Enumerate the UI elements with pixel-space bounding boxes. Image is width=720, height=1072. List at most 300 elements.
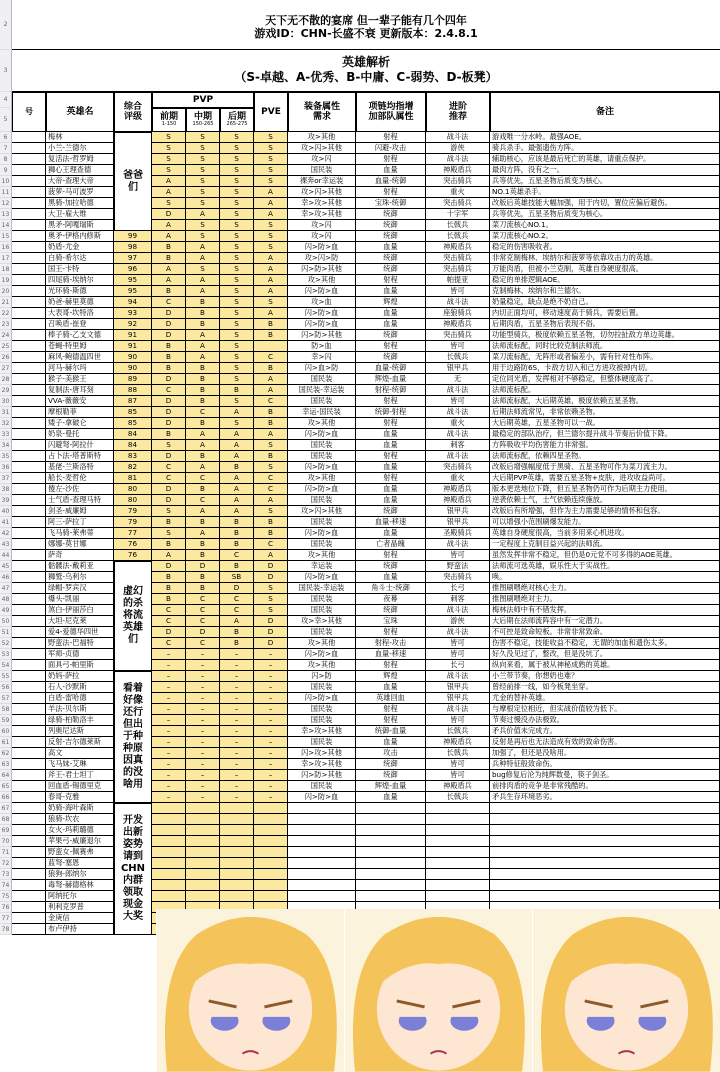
cell-adv: 长戟兵 xyxy=(426,748,490,759)
cell-note: 菜刀流核心NO.1。 xyxy=(490,220,720,231)
cell-v: D xyxy=(254,561,288,572)
cell-index xyxy=(12,693,46,704)
cell-m: A xyxy=(186,253,220,264)
cell-e: A xyxy=(152,550,186,561)
cell-adv xyxy=(426,891,490,902)
cell-note: 大后期英雄，五星圣物可以一战。 xyxy=(490,418,720,429)
cell-m xyxy=(186,814,220,825)
cell-m: – xyxy=(186,682,220,693)
cell-v: B xyxy=(254,319,288,330)
row-number: 37 xyxy=(0,473,12,484)
cell-score: 90 xyxy=(114,363,152,374)
cell-adv: 神殿盾兵 xyxy=(426,484,490,495)
cell-m: A xyxy=(186,209,220,220)
cell-note: 伤害不稳定，技能收益不稳定，无谓的加血和遗伤太多。 xyxy=(490,638,720,649)
header-attr: 装备属性需求 xyxy=(288,92,356,132)
row-number: 7 xyxy=(0,143,12,154)
cell-v: A xyxy=(254,550,288,561)
cell-adv: 战斗法 xyxy=(426,385,490,396)
cell-note: 改版后增强幅度低于黑骑、五星圣物可作为菜刀流主力。 xyxy=(490,462,720,473)
cell-v: D xyxy=(254,616,288,627)
cell-index xyxy=(12,451,46,462)
row-number: 30 xyxy=(0,396,12,407)
cell-e: S xyxy=(152,154,186,165)
meme-image xyxy=(532,909,720,1072)
cell-adv: 银甲兵 xyxy=(426,363,490,374)
cell-index xyxy=(12,297,46,308)
cell-adv: 重火 xyxy=(426,187,490,198)
cell-m xyxy=(186,836,220,847)
cell-link: 射程 xyxy=(356,451,426,462)
cell-index xyxy=(12,616,46,627)
row-number: 75 xyxy=(0,891,12,902)
cell-name: 斧王-君士坦丁 xyxy=(46,770,114,781)
cell-attr: 幸>攻>其他 xyxy=(288,759,356,770)
cell-l: B xyxy=(220,462,254,473)
cell-score: 81 xyxy=(114,473,152,484)
cell-adv xyxy=(426,825,490,836)
cell-m: – xyxy=(186,715,220,726)
cell-link: 统御 xyxy=(356,220,426,231)
cell-name: 春哥-克雅 xyxy=(46,792,114,803)
row-number: 39 xyxy=(0,495,12,506)
cell-l: A xyxy=(220,495,254,506)
cell-name: 煞白-伊丽莎白 xyxy=(46,605,114,616)
row-number: 25 xyxy=(0,341,12,352)
row-number: 66 xyxy=(0,792,12,803)
cell-e: – xyxy=(152,693,186,704)
cell-index xyxy=(12,143,46,154)
cell-l: A xyxy=(220,473,254,484)
cell-score: 91 xyxy=(114,341,152,352)
cell-l: C xyxy=(220,550,254,561)
cell-note: 后期肉盾，五星圣物后表现不俗。 xyxy=(490,319,720,330)
cell-l: S xyxy=(220,330,254,341)
row-number: 38 xyxy=(0,484,12,495)
cell-v xyxy=(254,869,288,880)
cell-index xyxy=(12,891,46,902)
cell-m: B xyxy=(186,484,220,495)
row-number: 63 xyxy=(0,759,12,770)
cell-index xyxy=(12,286,46,297)
cell-name: 大表哥-坎特洛 xyxy=(46,308,114,319)
cell-l: – xyxy=(220,770,254,781)
header-late xyxy=(220,108,254,132)
cell-note: 小兰带节奏，你想奶也难？ xyxy=(490,671,720,682)
row-number: 15 xyxy=(0,231,12,242)
cell-v: D xyxy=(254,627,288,638)
cell-adv xyxy=(426,836,490,847)
cell-score: 91 xyxy=(114,330,152,341)
cell-l: S xyxy=(220,242,254,253)
row-number: 64 xyxy=(0,770,12,781)
row-number: 41 xyxy=(0,517,12,528)
cell-index xyxy=(12,462,46,473)
cell-adv: 神殿盾兵 xyxy=(426,737,490,748)
cell-e xyxy=(152,847,186,858)
cell-v: D xyxy=(254,572,288,583)
cell-link: 射程 xyxy=(356,704,426,715)
row-number: 44 xyxy=(0,550,12,561)
row-number: 5 xyxy=(0,108,12,132)
row-number: 22 xyxy=(0,308,12,319)
cell-name: 爱4-爱德华四世 xyxy=(46,627,114,638)
cell-e: C xyxy=(152,605,186,616)
cell-e: C xyxy=(152,385,186,396)
cell-m: C xyxy=(186,605,220,616)
cell-adv: 银甲兵 xyxy=(426,517,490,528)
group-label: 看着好像还行但出于种种原因真的没啥用 xyxy=(114,671,152,803)
cell-adv: 长戟兵 xyxy=(426,231,490,242)
cell-link: 统御 xyxy=(356,759,426,770)
cell-name: 绿骑-柏勒洛丰 xyxy=(46,715,114,726)
cell-adv: 帕提亚 xyxy=(426,275,490,286)
cell-m: A xyxy=(186,330,220,341)
cell-v xyxy=(254,825,288,836)
cell-index xyxy=(12,308,46,319)
cell-attr: 国民装 xyxy=(288,539,356,550)
cell-l: S xyxy=(220,165,254,176)
cell-note: 方阵吸收平均伤害能力非常强。 xyxy=(490,440,720,451)
cell-index xyxy=(12,176,46,187)
cell-attr: 防>血 xyxy=(288,341,356,352)
row-number: 50 xyxy=(0,616,12,627)
cell-adv: 突击骑兵 xyxy=(426,198,490,209)
cell-note: 改版后英雄技能大幅加强，用于内切，置位应偏后避伤。 xyxy=(490,198,720,209)
cell-note: 可以增强小范围刷爆发能力。 xyxy=(490,517,720,528)
cell-v: – xyxy=(254,704,288,715)
cell-score: 79 xyxy=(114,506,152,517)
row-number: 71 xyxy=(0,847,12,858)
cell-l: – xyxy=(220,748,254,759)
row-number: 61 xyxy=(0,737,12,748)
cell-note: 虽然发挥非常不稳定，但仍是0元党不可多得的AOE英雄。 xyxy=(490,550,720,561)
cell-link: 血量-统御 xyxy=(356,363,426,374)
cell-name: 狼骑-坎农 xyxy=(46,814,114,825)
cell-adv: 突击骑兵 xyxy=(426,572,490,583)
cell-e: – xyxy=(152,726,186,737)
cell-e: – xyxy=(152,671,186,682)
cell-score: 87 xyxy=(114,396,152,407)
cell-v: – xyxy=(254,649,288,660)
cell-v: – xyxy=(254,781,288,792)
cell-m: – xyxy=(186,792,220,803)
cell-adv: 长戟兵 xyxy=(426,792,490,803)
anime-face-icon xyxy=(533,909,720,1072)
cell-v xyxy=(254,891,288,902)
cell-e: S xyxy=(152,143,186,154)
cell-adv: 皆可 xyxy=(426,759,490,770)
cell-m: B xyxy=(186,539,220,550)
cell-adv: 神殿盾兵 xyxy=(426,242,490,253)
cell-name: 狮心王理查德 xyxy=(46,165,114,176)
cell-e: B xyxy=(152,429,186,440)
cell-l: S xyxy=(220,253,254,264)
cell-adv: 突击骑兵 xyxy=(426,330,490,341)
cell-adv: 刺客 xyxy=(426,594,490,605)
cell-name: 船长-麦哲伦 xyxy=(46,473,114,484)
cell-link: 英雄回血 xyxy=(356,693,426,704)
cell-attr: 国民装 xyxy=(288,396,356,407)
cell-link: 血量 xyxy=(356,792,426,803)
cell-attr: 国民装 xyxy=(288,682,356,693)
row-number: 35 xyxy=(0,451,12,462)
cell-m: – xyxy=(186,748,220,759)
row-number: 74 xyxy=(0,880,12,891)
cell-v: S xyxy=(254,154,288,165)
cell-note: 大后期PVP英雄，需要五星圣物+皮肤，进攻收益尚可。 xyxy=(490,473,720,484)
row-number: 23 xyxy=(0,319,12,330)
cell-link xyxy=(356,891,426,902)
cell-note: 推图刷喂绝对主力。 xyxy=(490,594,720,605)
cell-note: 法师流可选英雄，娱乐性大于实战性。 xyxy=(490,561,720,572)
cell-index xyxy=(12,583,46,594)
cell-index xyxy=(12,627,46,638)
cell-name: 傻左-沙佐 xyxy=(46,484,114,495)
cell-adv: 圣殿骑兵 xyxy=(426,528,490,539)
cell-attr: 幸>攻>其他 xyxy=(288,209,356,220)
cell-name: 毒弩-赫德格林 xyxy=(46,880,114,891)
cell-index xyxy=(12,495,46,506)
cell-l: B xyxy=(220,517,254,528)
cell-adv: 银甲兵 xyxy=(426,693,490,704)
cell-score: 95 xyxy=(114,275,152,286)
header-advance: 进阶推荐 xyxy=(426,92,490,132)
cell-e xyxy=(152,858,186,869)
cell-note: 矛兵生存环境恶劣。 xyxy=(490,792,720,803)
cell-index xyxy=(12,858,46,869)
cell-l: B xyxy=(220,528,254,539)
cell-index xyxy=(12,781,46,792)
cell-e xyxy=(152,825,186,836)
meme-image xyxy=(344,909,532,1072)
row-number: 43 xyxy=(0,539,12,550)
row-number: 60 xyxy=(0,726,12,737)
grade-legend: （S-卓越、A-优秀、B-中庸、C-弱势、D-板凳） xyxy=(234,70,498,84)
cell-v: S xyxy=(254,506,288,517)
cell-m: – xyxy=(186,649,220,660)
cell-e: – xyxy=(152,682,186,693)
cell-name: 基佬-兰斯洛特 xyxy=(46,462,114,473)
cell-name: 苹果弓-威廉退尔 xyxy=(46,836,114,847)
cell-adv: 战斗法 xyxy=(426,407,490,418)
cell-attr: 国民装 xyxy=(288,440,356,451)
cell-link: 攻击 xyxy=(356,748,426,759)
cell-v xyxy=(254,814,288,825)
cell-adv: 神殿盾兵 xyxy=(426,495,490,506)
cell-name: 梅林 xyxy=(46,132,114,143)
cell-link: 血量 xyxy=(356,572,426,583)
cell-v: B xyxy=(254,363,288,374)
cell-index xyxy=(12,440,46,451)
cell-score: 98 xyxy=(114,242,152,253)
cell-adv: 银甲兵 xyxy=(426,506,490,517)
cell-e: B xyxy=(152,539,186,550)
cell-index xyxy=(12,132,46,143)
cell-note: NO.1英雄杀手。 xyxy=(490,187,720,198)
cell-index xyxy=(12,517,46,528)
cell-adv: 长戟兵 xyxy=(426,220,490,231)
cell-link: 射程 xyxy=(356,660,426,671)
cell-v xyxy=(254,847,288,858)
cell-v: – xyxy=(254,748,288,759)
cell-l: – xyxy=(220,671,254,682)
section-title: 英雄解析 xyxy=(341,55,390,69)
cell-name: 猴子-美猴王 xyxy=(46,374,114,385)
cell-m: A xyxy=(186,506,220,517)
cell-name: 国王-卡特 xyxy=(46,264,114,275)
cell-name: 布卢伊持 xyxy=(46,924,114,935)
cell-adv: 座狼骑兵 xyxy=(426,308,490,319)
cell-adv: 战斗法 xyxy=(426,132,490,143)
cell-l xyxy=(220,869,254,880)
cell-e: D xyxy=(152,561,186,572)
cell-name: 白盾-雷哈德 xyxy=(46,693,114,704)
cell-index xyxy=(12,264,46,275)
cell-note: 加强了，但还是没啥用。 xyxy=(490,748,720,759)
cell-link: 射程-统御 xyxy=(356,385,426,396)
cell-e: S xyxy=(152,506,186,517)
cell-adv xyxy=(426,858,490,869)
row-number: 16 xyxy=(0,242,12,253)
cell-e: A xyxy=(152,187,186,198)
cell-name: 军师-贞德 xyxy=(46,649,114,660)
row-number: 13 xyxy=(0,209,12,220)
cell-adv xyxy=(426,803,490,814)
cell-score: 76 xyxy=(114,550,152,561)
cell-adv: 野蛮法 xyxy=(426,561,490,572)
cell-index xyxy=(12,682,46,693)
cell-e: – xyxy=(152,759,186,770)
cell-adv: 突击骑兵 xyxy=(426,264,490,275)
row-number: 4 xyxy=(0,92,12,108)
row-number: 49 xyxy=(0,605,12,616)
cell-v: B xyxy=(254,451,288,462)
cell-attr xyxy=(288,880,356,891)
cell-name: 狮鹫-乌利尔 xyxy=(46,572,114,583)
cell-note: 万能肉盾，但被小兰克制，英雄自身硬度很高。 xyxy=(490,264,720,275)
cell-v: – xyxy=(254,715,288,726)
cell-e: – xyxy=(152,792,186,803)
cell-index xyxy=(12,484,46,495)
cell-score: 80 xyxy=(114,484,152,495)
cell-e: D xyxy=(152,374,186,385)
cell-v: D xyxy=(254,638,288,649)
cell-adv xyxy=(426,869,490,880)
cell-attr: 幸运装 xyxy=(288,561,356,572)
cell-attr: 闪>防>血 xyxy=(288,308,356,319)
cell-l: S xyxy=(220,308,254,319)
cell-e: B xyxy=(152,363,186,374)
cell-v: B xyxy=(254,418,288,429)
cell-m xyxy=(186,869,220,880)
cell-link xyxy=(356,803,426,814)
cell-l: S xyxy=(220,319,254,330)
cell-v: A xyxy=(254,374,288,385)
cell-link: 射程 xyxy=(356,627,426,638)
row-number: 10 xyxy=(0,176,12,187)
cell-e: – xyxy=(152,660,186,671)
cell-link: 射程 xyxy=(356,396,426,407)
cell-link: 血量 xyxy=(356,286,426,297)
cell-e: S xyxy=(152,132,186,143)
cell-index xyxy=(12,770,46,781)
cell-adv: 皆可 xyxy=(426,286,490,297)
row-number: 67 xyxy=(0,803,12,814)
cell-adv: 战斗法 xyxy=(426,627,490,638)
header-late-range: 265-275 xyxy=(226,121,248,128)
cell-attr: 国民装 xyxy=(288,495,356,506)
cell-name: 小兰-兰德尔 xyxy=(46,143,114,154)
cell-link: 射程 xyxy=(356,418,426,429)
cell-adv: 长弓 xyxy=(426,660,490,671)
row-number: 48 xyxy=(0,594,12,605)
cell-v: – xyxy=(254,737,288,748)
cell-l: A xyxy=(220,506,254,517)
cell-attr: 攻>闪 xyxy=(288,154,356,165)
cell-l: S xyxy=(220,231,254,242)
cell-score: 77 xyxy=(114,528,152,539)
cell-e: B xyxy=(152,517,186,528)
cell-link: 血量 xyxy=(356,484,426,495)
cell-link: 血量 xyxy=(356,440,426,451)
cell-m: A xyxy=(186,440,220,451)
header-link: 项链均指增加部队属性 xyxy=(356,92,426,132)
cell-l xyxy=(220,880,254,891)
cell-m xyxy=(186,858,220,869)
cell-l: S xyxy=(220,286,254,297)
cell-v: S xyxy=(254,440,288,451)
cell-attr: 攻>血 xyxy=(288,297,356,308)
cell-link xyxy=(356,869,426,880)
row-number: 62 xyxy=(0,748,12,759)
row-number: 28 xyxy=(0,374,12,385)
cell-e: D xyxy=(152,396,186,407)
cell-v: S xyxy=(254,462,288,473)
row-number: 33 xyxy=(0,429,12,440)
cell-m: C xyxy=(186,616,220,627)
cell-note: 前排肉盾的竞争是非常残酷的。 xyxy=(490,781,720,792)
cell-v: – xyxy=(254,759,288,770)
cell-index xyxy=(12,561,46,572)
cell-l: A xyxy=(220,407,254,418)
cell-e: B xyxy=(152,583,186,594)
cell-adv xyxy=(426,847,490,858)
cell-e xyxy=(152,880,186,891)
cell-v: A xyxy=(254,187,288,198)
cell-m: A xyxy=(186,341,220,352)
cell-e: D xyxy=(152,407,186,418)
cell-m: B xyxy=(186,418,220,429)
cell-m: A xyxy=(186,286,220,297)
cell-note: 功能型骑兵，极度依赖五星圣物，切勿拉扯敌方单边英雄。 xyxy=(490,330,720,341)
cell-score: 84 xyxy=(114,440,152,451)
cell-attr: 攻>闪>其他 xyxy=(288,187,356,198)
cell-e: D xyxy=(152,627,186,638)
cell-score: 99 xyxy=(114,231,152,242)
cell-link: 统御-射程 xyxy=(356,407,426,418)
cell-link: 射程 xyxy=(356,132,426,143)
cell-note: 节奏过慢没办法极致。 xyxy=(490,715,720,726)
cell-note: 反射是再后也无法造成有效的致命伤害。 xyxy=(490,737,720,748)
cell-v: A xyxy=(254,264,288,275)
cell-name: 奶盾-尤金 xyxy=(46,242,114,253)
cell-attr: 攻>其他 xyxy=(288,132,356,143)
cell-attr xyxy=(288,803,356,814)
row-number: 3 xyxy=(0,50,12,92)
cell-m: – xyxy=(186,737,220,748)
cell-note: 兵等优先，五星圣物后质变为核心。 xyxy=(490,209,720,220)
